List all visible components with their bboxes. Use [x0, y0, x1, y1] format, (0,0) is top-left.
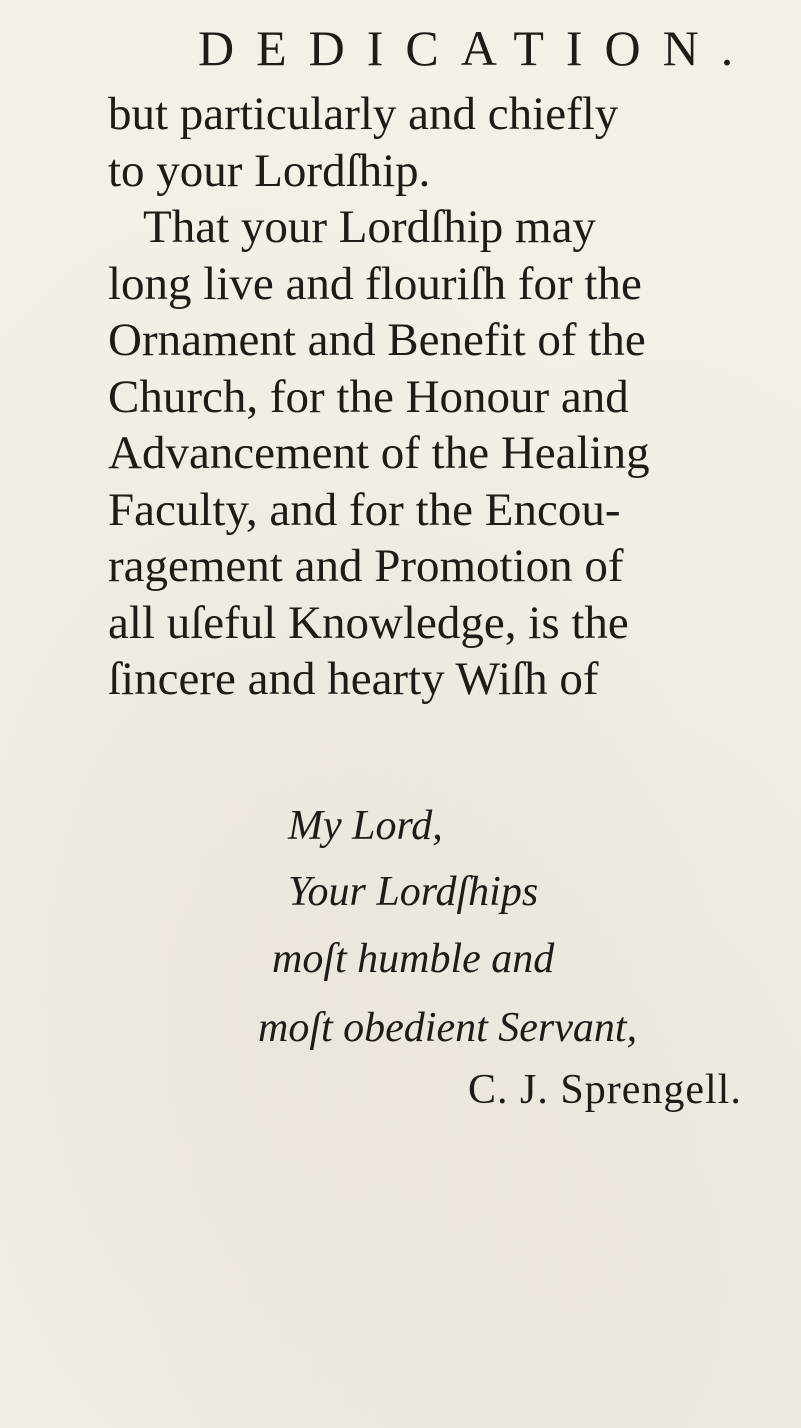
closing-line: Your Lordſhips: [288, 869, 539, 915]
closing-line: moſt humble and: [272, 936, 555, 982]
dedication-body: [108, 86, 768, 708]
signature: C. J. Sprengell.: [468, 1067, 742, 1113]
body-line: That your Lordſhip may: [143, 201, 596, 253]
body-line: Faculty, and for the Encou-: [108, 483, 621, 536]
closing-salutation: My Lord,: [288, 803, 443, 849]
body-line: to your Lordſhip.: [108, 144, 431, 197]
body-line: Advancement of the Healing: [108, 427, 650, 479]
body-line: but particularly and chiefly: [108, 88, 619, 140]
body-line: long live and flouriſh for the: [108, 257, 642, 310]
body-line: all uſeful Knowledge, is the: [108, 596, 629, 649]
body-line: ragement and Promotion of: [108, 540, 624, 592]
closing-line: moſt obedient Servant,: [258, 1005, 638, 1051]
body-line: Church, for the Honour and: [108, 370, 629, 423]
body-line: ſincere and hearty Wiſh of: [108, 653, 599, 705]
running-title: DEDICATION.: [198, 20, 756, 76]
body-line: Ornament and Benefit of the: [108, 314, 646, 366]
